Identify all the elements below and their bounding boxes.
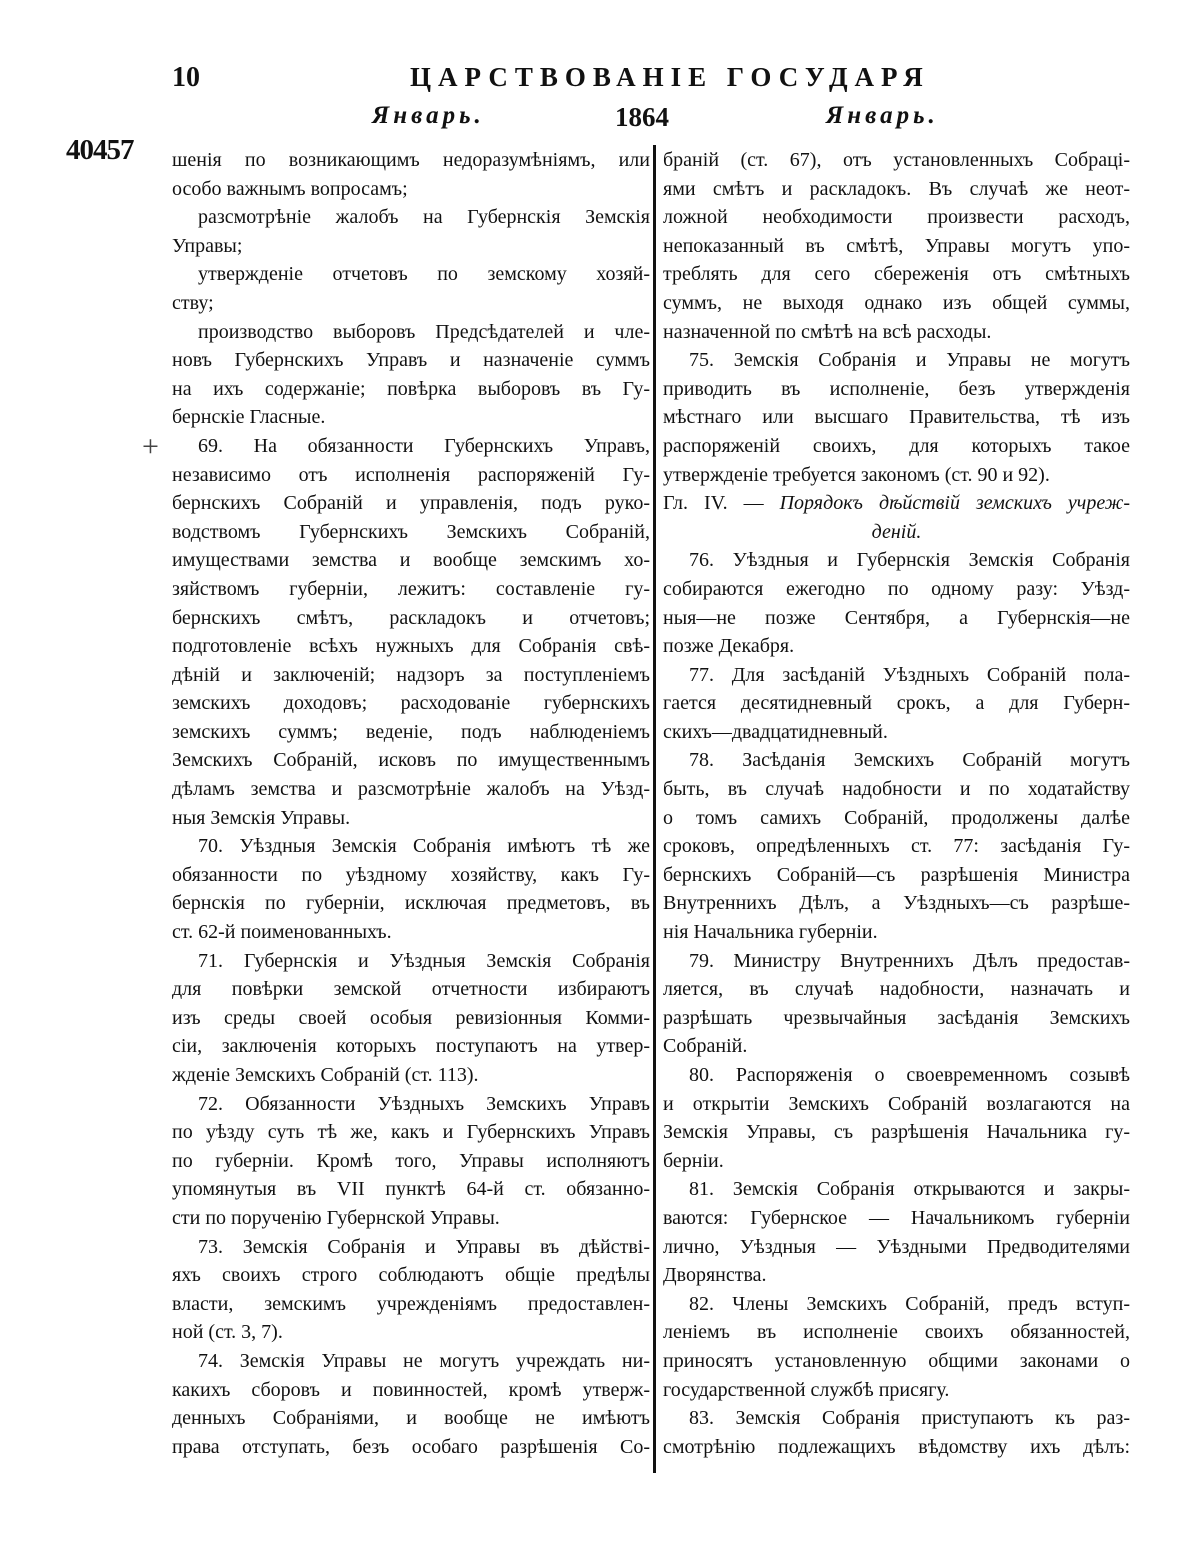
text-line: для повѣрки земской отчетности избираютъ — [172, 978, 650, 1001]
chapter-heading — [663, 489, 1130, 546]
column-divider — [653, 145, 656, 1473]
text-line: новъ Губернскихъ Управъ и назначеніе суммъ — [172, 349, 650, 372]
text-line: бернскихъ Собраній—съ разрѣшенія Министра — [663, 863, 1130, 886]
text-line: ляется, въ случаѣ надобности, назначать и — [663, 978, 1130, 1001]
paragraph — [172, 146, 650, 203]
pencil-mark: + — [142, 430, 159, 463]
text-line: бернскихъ смѣтъ, раскладокъ и отчетовъ; — [172, 606, 650, 629]
text-line: земскихъ суммъ; веденіе, подъ наблюденіемъ — [172, 720, 650, 743]
text-line: 78. Засѣданія Земскихъ Собраній могутъ — [689, 749, 1130, 772]
paragraph — [172, 318, 650, 432]
text-line — [663, 518, 1130, 547]
text-line: ству; — [172, 291, 214, 314]
text-line: ваются: Губернское — Начальникомъ губерніи — [663, 1206, 1130, 1229]
text-line: упомянутыя въ VII пунктѣ 64-й ст. обязанно- — [172, 1178, 650, 1201]
text-line: земскихъ доходовъ; расходованіе губернскихъ — [172, 692, 650, 715]
text-line: непоказанный въ смѣтѣ, Управы могутъ упо- — [663, 234, 1130, 257]
paragraph — [663, 546, 1130, 660]
page-number: 10 — [172, 62, 200, 93]
text-line: распоряженій своихъ, для которыхъ такое — [663, 434, 1130, 457]
text-line: 73. Земскія Собранія и Управы въ дѣйстві- — [198, 1235, 650, 1258]
text-line: подготовленіе всѣхъ нужныхъ для Собранія свѣ- — [172, 635, 650, 658]
chapter-title: деній. — [871, 520, 922, 543]
text-line: 80. Распоряженія о своевременномъ созывѣ — [689, 1064, 1130, 1086]
text-line: лично, Уѣздныя — Уѣздными Предводителями — [663, 1235, 1130, 1258]
text-line: дѣламъ земства и разсмотрѣніе жалобъ на Уѣзд- — [172, 778, 650, 801]
text-line: изъ среды своей особыя ревизіонныя Комми- — [172, 1006, 650, 1029]
margin-law-number: 40457 — [66, 134, 134, 166]
text-line: зяйствомъ губерніи, лежитъ: составленіе гу- — [172, 577, 650, 600]
text-line: ложной необходимости произвести расходъ, — [663, 206, 1130, 229]
text-line: 69. На обязанности Губернскихъ Управъ, — [198, 434, 650, 457]
text-line: 70. Уѣздныя Земскія Собранія имѣютъ тѣ же — [198, 835, 650, 858]
text-line: ст. 62-й поименованныхъ. — [172, 921, 392, 944]
text-line: какихъ сборовъ и повинностей, кромѣ утверж- — [172, 1378, 650, 1401]
paragraph — [663, 346, 1130, 489]
text-line: 76. Уѣздныя и Губернскія Земскія Собранія — [689, 549, 1130, 572]
left-column — [172, 146, 650, 1461]
text-line: о томъ самихъ Собраній, продолжены далѣе — [663, 806, 1130, 829]
text-line: 82. Члены Земскихъ Собраній, предъ вступ- — [689, 1292, 1130, 1315]
paragraph — [663, 146, 1130, 346]
text-line: Управы; — [172, 234, 243, 257]
text-line: бернскія по губерніи, исключая предметовъ, въ — [172, 892, 650, 915]
text-line: скихъ—двадцатидневный. — [663, 720, 888, 743]
text-line: дѣній и заключеній; надзоръ за поступленіемъ — [172, 663, 650, 686]
text-line: утвержденіе требуется закономъ (ст. 90 и 92). — [663, 463, 1050, 486]
text-line: браній (ст. 67), отъ установленныхъ Собраці- — [663, 149, 1130, 171]
text-line: позже Декабря. — [663, 635, 795, 658]
year: 1864 — [615, 102, 669, 132]
paragraph — [663, 1290, 1130, 1404]
text-line: 83. Земскія Собранія приступаютъ къ раз- — [689, 1407, 1130, 1430]
text-line: денныхъ Собраніями, и вообще не имѣютъ — [172, 1407, 650, 1430]
paragraph — [172, 432, 650, 832]
text-line: Внутреннихъ Дѣлъ, а Уѣздныхъ—съ разрѣше- — [663, 892, 1130, 915]
text-line: берніи. — [663, 1149, 724, 1172]
paragraph — [172, 832, 650, 946]
paragraph — [663, 746, 1130, 946]
text-line: 81. Земскія Собранія открываются и закры- — [689, 1178, 1130, 1201]
text-line: треблять для сего сбереженія отъ смѣтныхъ — [663, 263, 1130, 286]
text-line: разрѣшать чрезвычайныя засѣданія Земскихъ — [663, 1006, 1130, 1029]
paragraph — [663, 1061, 1130, 1175]
text-line: ной (ст. 3, 7). — [172, 1321, 283, 1344]
paragraph — [663, 661, 1130, 747]
text-line: сіи, заключенія которыхъ поступаютъ на утвер- — [172, 1035, 650, 1058]
text-line: ями смѣтъ и раскладокъ. Въ случаѣ же неот- — [663, 177, 1130, 200]
text-line: Дворянства. — [663, 1264, 767, 1287]
text-line: производство выборовъ Предсѣдателей и чле- — [198, 320, 650, 343]
text-line: собираются ежегодно по одному разу: Уѣзд- — [663, 577, 1130, 600]
text-line: 71. Губернскія и Уѣздныя Земскія Собранія — [198, 949, 650, 972]
text-line: 75. Земскія Собранія и Управы не могутъ — [689, 349, 1130, 372]
text-line: утвержденіе отчетовъ по земскому хозяй- — [198, 263, 650, 286]
text-line: Земскія Управы, съ разрѣшенія Начальника гу- — [663, 1121, 1130, 1144]
text-line: приводить въ исполненіе, безъ утвержденія — [663, 377, 1130, 400]
text-line: яхъ своихъ строго соблюдаютъ общіе предѣлы — [172, 1264, 650, 1287]
text-line: имуществами земства и вообще земскимъ хо- — [172, 549, 650, 572]
text-line: на ихъ содержаніе; повѣрка выборовъ въ Гу- — [172, 377, 650, 400]
paragraph — [172, 203, 650, 260]
text-line: 77. Для засѣданій Уѣздныхъ Собраній пола- — [689, 663, 1130, 686]
text-line: по губерніи. Кромѣ того, Управы исполняютъ — [172, 1149, 650, 1172]
month-right: Январь. — [826, 102, 939, 129]
text-line: нія Начальника губерніи. — [663, 921, 878, 944]
text-line: и открытіи Земскихъ Собраній возлагаются на — [663, 1092, 1130, 1115]
text-line: ныя—не позже Сентября, а Губернскія—не — [663, 606, 1130, 629]
text-line: суммъ, не выходя однако изъ общей суммы, — [663, 291, 1130, 314]
text-line: сроковъ, опредѣленныхъ ст. 77: засѣданія Гу- — [663, 835, 1130, 858]
text-line: сти по порученію Губернской Управы. — [172, 1206, 500, 1229]
text-line: жденіе Земскихъ Собраній (ст. 113). — [172, 1064, 479, 1086]
text-line: по уѣзду суть тѣ же, какъ и Губернскихъ Управъ — [172, 1121, 650, 1144]
text-line: шенія по возникающимъ недоразумѣніямъ, или — [172, 149, 650, 171]
running-title: ЦАРСТВОВАНІЕ ГОСУДАРЯ — [410, 62, 930, 92]
text-line: бернскихъ Собраній и управленія, подъ руко- — [172, 492, 650, 515]
chapter-title: Порядокъ дѣйствій земскихъ учреж- — [779, 492, 1130, 515]
paragraph — [172, 260, 650, 317]
text-line: независимо отъ исполненія распоряженій Гу- — [172, 463, 650, 486]
text-line: разсмотрѣніе жалобъ на Губернскія Земскія — [198, 206, 650, 229]
text-line: леніемъ въ исполненіе своихъ обязанностей, — [663, 1321, 1130, 1344]
text-line — [663, 489, 1130, 518]
paragraph — [172, 1347, 650, 1461]
text-line: права отступать, безъ особаго разрѣшенія Со- — [172, 1435, 650, 1458]
text-line: быть, въ случаѣ надобности и по ходатайству — [663, 778, 1130, 801]
paragraph — [663, 1404, 1130, 1461]
right-column — [663, 146, 1130, 1461]
text-line: 74. Земскія Управы не могутъ учреждать ни- — [198, 1349, 650, 1372]
text-line: бернскіе Гласные. — [172, 406, 326, 429]
paragraph — [172, 947, 650, 1090]
text-line: Собраній. — [663, 1035, 748, 1058]
text-line: мѣстнаго или высшаго Правительства, тѣ изъ — [663, 406, 1130, 429]
text-line: особо важнымъ вопросамъ; — [172, 177, 408, 200]
text-line: приносятъ установленную общими законами о — [663, 1349, 1130, 1372]
text-line: обязанности по уѣздному хозяйству, какъ Гу- — [172, 863, 650, 886]
paragraph — [663, 947, 1130, 1061]
text-line: власти, земскимъ учрежденіямъ предоставлен- — [172, 1292, 650, 1315]
text-line: 72. Обязанности Уѣздныхъ Земскихъ Управъ — [198, 1092, 650, 1115]
text-line: назначенной по смѣтѣ на всѣ расходы. — [663, 320, 992, 343]
text-line: смотрѣнію подлежащихъ вѣдомству ихъ дѣлъ: — [663, 1435, 1130, 1458]
text-line: государственной службѣ присягу. — [663, 1378, 950, 1401]
text-line: водствомъ Губернскихъ Земскихъ Собраній, — [172, 520, 650, 543]
text-line: гается десятидневный срокъ, а для Губерн- — [663, 692, 1130, 715]
text-line: ныя Земскія Управы. — [172, 806, 351, 829]
chapter-number: Гл. IV. — — [663, 492, 780, 515]
paragraph — [172, 1090, 650, 1233]
paragraph — [172, 1233, 650, 1347]
paragraph — [663, 1175, 1130, 1289]
text-line: Земскихъ Собраній, исковъ по имущественнымъ — [172, 749, 650, 772]
month-left: Январь. — [372, 102, 485, 129]
text-line: 79. Министру Внутреннихъ Дѣлъ предостав- — [689, 949, 1130, 972]
